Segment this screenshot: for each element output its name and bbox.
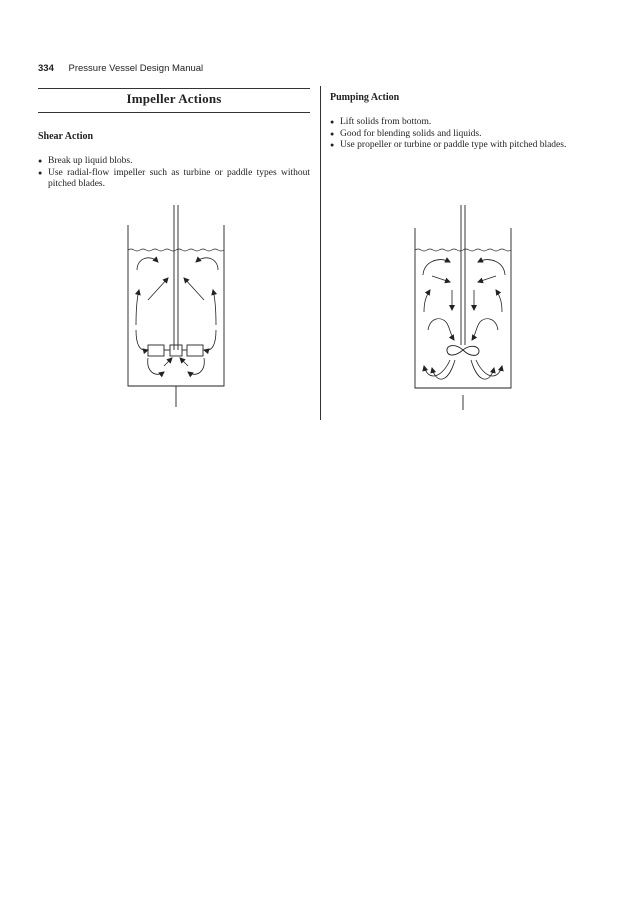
list-item: ● Break up liquid blobs. <box>38 156 310 168</box>
list-item: ● Use propeller or turbine or paddle type with pitched blades. <box>330 140 598 152</box>
page-number: 334 <box>38 63 54 74</box>
section-title: Impeller Actions <box>126 91 222 106</box>
list-item: ● Lift solids from bottom. <box>330 117 598 129</box>
list-item: ● Use radial-flow impeller such as turbine or paddle types without pitched blades. <box>38 168 310 191</box>
pumping-action-heading: Pumping Action <box>330 92 400 103</box>
list-item: ● Good for blending solids and liquids. <box>330 129 598 141</box>
shear-action-heading: Shear Action <box>38 131 94 142</box>
book-title: Pressure Vessel Design Manual <box>68 63 204 74</box>
